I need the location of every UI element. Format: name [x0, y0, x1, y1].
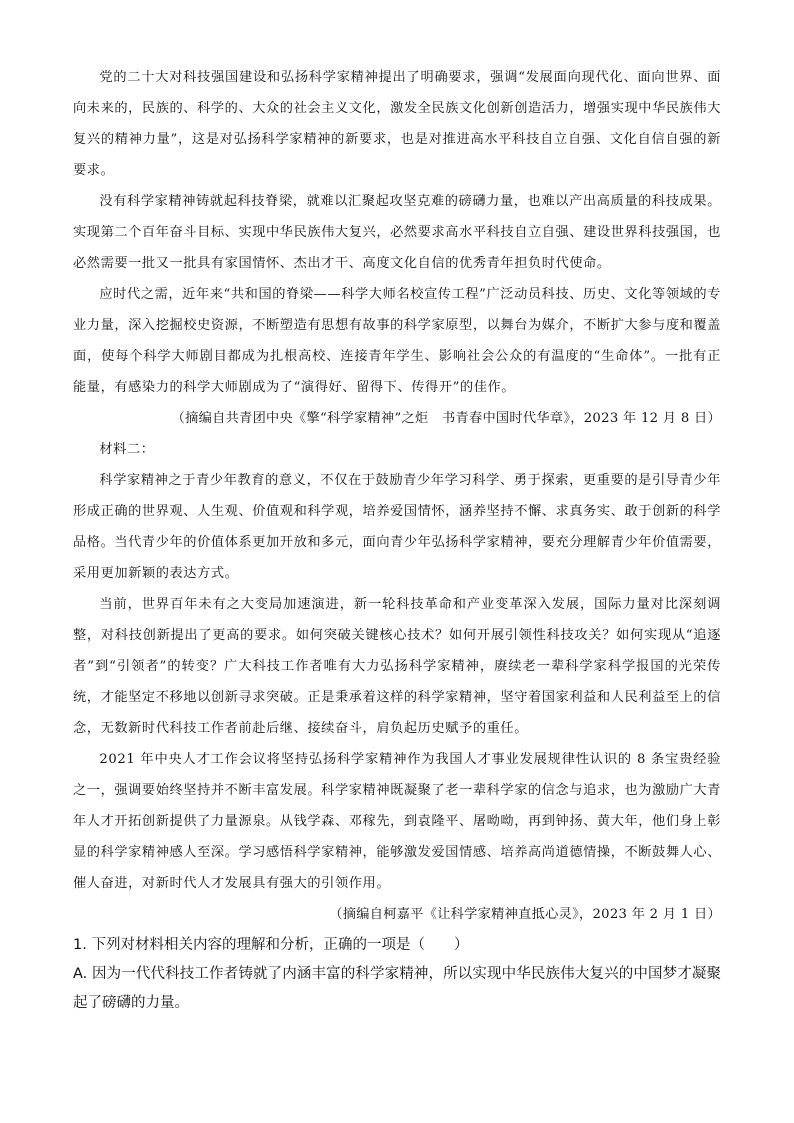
- material-two-paragraph-2: 当前，世界百年未有之大变局加速演进，新一轮科技革命和产业变革深入发展，国际力量对比深刻调整，对科技创新提出了更高的要求。如何突破关键核心技术？如何开展引领性科技攻关？如何实现从“追逐者”到“引领者”的转变？广大科技工作者唯有大力弘扬科学家精神，赓续老一辈科学家科学报国的光荣传统，才能坚定不移地以创新寻求突破。正是秉承着这样的科学家精神，坚守着国家利益和人民利益至上的信念，无数新时代科技工作者前赴后继、接续奋斗，肩负起历史赋予的重任。: [73, 597, 722, 736]
- material-one-section: [73, 62, 721, 434]
- material-two-section: [73, 434, 721, 930]
- material-two-label: 材料二：: [99, 442, 155, 457]
- question-option-a: A. 因为一代代科技工作者铸就了内涵丰富的科学家精神，所以实现中华民族伟大复兴的中国梦才凝聚起了磅礴的力量。: [73, 966, 721, 1011]
- material-one-paragraph-3: 应时代之需，近年来“共和国的脊梁——科学大师名校宣传工程”广泛动员科技、历史、文化等领域的专业力量，深入挖掘校史资源，不断塑造有思想有故事的科学家原型，以舞台为媒介，不断扩大参与度和覆盖面，使每个科学大师剧目都成为扎根高校、连接青年学生、影响社会公众的有温度的“生命体”。一批有正能量，有感染力的科学大师剧成为了“演得好、留得下、传得开”的佳作。: [73, 287, 722, 395]
- material-one-paragraph-2: 没有科学家精神铸就起科技脊梁，就难以汇聚起攻坚克难的磅礴力量，也难以产出高质量的科技成果。实现第二个百年奋斗目标、实现中华民族伟大复兴，必然要求高水平科技自立自强、建设世界科技强国，也必然需要一批又一批具有家国情怀、杰出才干、高度文化自信的优秀青年担负时代使命。: [73, 194, 722, 271]
- question-block: [73, 931, 721, 1018]
- material-two-paragraph-1: 科学家精神之于青少年教育的意义，不仅在于鼓励青少年学习科学、勇于探索，更重要的是引导青少年形成正确的世界观、人生观、价值观和科学观，培养爱国情怀，涵养坚持不懈、求真务实、敢于创新的科学品格。当代青少年的价值体系更加开放和多元，面向青少年弘扬科学家精神，要充分理解青少年价值需要，采用更加新颖的表达方式。: [73, 473, 722, 581]
- material-one-paragraph-1: 党的二十大对科技强国建设和弘扬科学家精神提出了明确要求，强调“发展面向现代化、面向世界、面向未来的，民族的、科学的、大众的社会主义文化，激发全民族文化创新创造活力，增强实现中华民族伟大复兴的精神力量”，这是对弘扬科学家精神的新要求，也是对推进高水平科技自立自强、文化自信自强的新要求。: [73, 70, 722, 178]
- document-page: [73, 62, 721, 1018]
- question-stem: 1. 下列对材料相关内容的理解和分析，正确的一项是（ ）: [73, 937, 469, 953]
- material-one-source: （摘编自共青团中央《擎“科学家精神”之炬 书青春中国时代华章》，2023 年 12 月 8 日）: [171, 411, 721, 426]
- material-two-source: （摘编自柯嘉平《让科学家精神直抵心灵》，2023 年 2 月 1 日）: [329, 907, 721, 922]
- material-two-paragraph-3: 2021 年中央人才工作会议将坚持弘扬科学家精神作为我国人才事业发展规律性认识的 8 条宝贵经验之一，强调要始终坚持并不断丰富发展。科学家精神既凝聚了老一辈科学家的信念与追求，也为激励广大青年人才开拓创新提供了力量源泉。从钱学森、邓稼先，到袁隆平、屠呦呦，再到钟扬、黄大年，他们身上彰显的科学家精神感人至深。学习感悟科学家精神，能够激发爱国情感、培养高尚道德情操，不断鼓舞人心、催人奋进，对新时代人才发展具有强大的引领作用。: [73, 752, 722, 891]
